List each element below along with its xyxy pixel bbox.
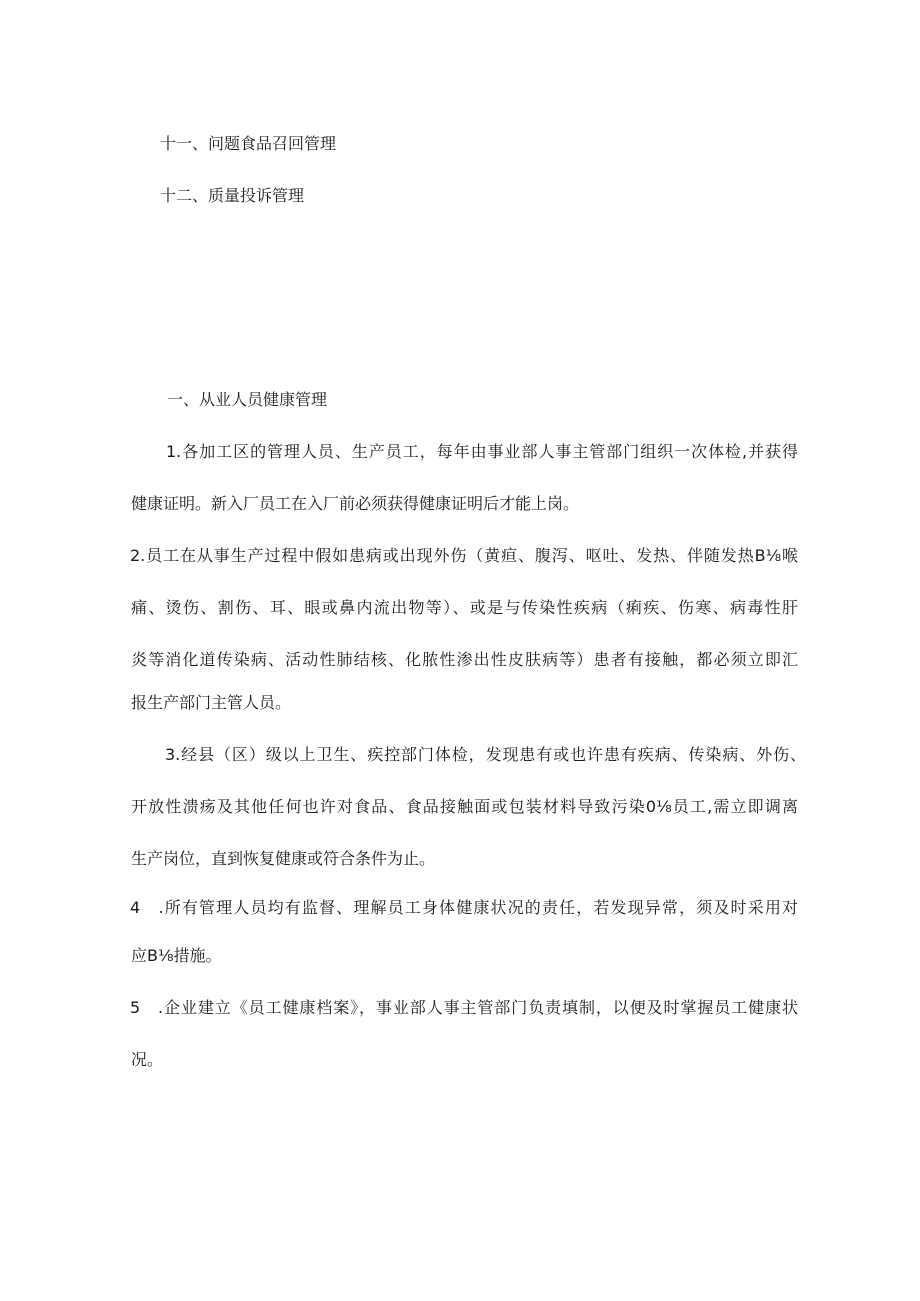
paragraph-3-line-1: 3.经县（区）级以上卫生、疾控部门体检，发现患有或也许患有疾病、传染病、外伤、 — [165, 745, 806, 764]
paragraph-1-line-1: 1.各加工区的管理人员、生产员工，每年由事业部人事主管部门组织一次体检,并获得 — [166, 442, 798, 461]
paragraph-1-line-2: 健康证明。新入厂员工在入厂前必须获得健康证明后才能上岗。 — [131, 494, 580, 513]
toc-item-11: 十一、问题食品召回管理 — [160, 134, 337, 153]
paragraph-3-line-3: 生产岗位，直到恢复健康或符合条件为止。 — [131, 849, 436, 868]
paragraph-2-line-1: 2.员工在从事生产过程中假如患病或出现外伤（黄疸、腹泻、呕吐、发热、伴随发热B⅛喉 — [130, 546, 798, 565]
section-heading: 一、从业人员健康管理 — [167, 390, 328, 409]
paragraph-5-line-2: 况。 — [131, 1050, 164, 1069]
toc-item-12: 十二、质量投诉管理 — [160, 186, 305, 205]
paragraph-2-line-2: 痛、烫伤、割伤、耳、眼或鼻内流出物等）、或是与传染性疾病（痢疾、伤寒、病毒性肝 — [131, 598, 798, 617]
paragraph-2-line-4: 报生产部门主管人员。 — [131, 693, 292, 712]
paragraph-4-line-1: 4 .所有管理人员均有监督、理解员工身体健康状况的责任，若发现异常，须及时采用对 — [130, 898, 798, 917]
paragraph-4-line-2: 应B⅛措施。 — [131, 946, 222, 965]
paragraph-5-line-1: 5 .企业建立《员工健康档案》，事业部人事主管部门负责填制，以便及时掌握员工健康状 — [130, 998, 798, 1017]
paragraph-2-line-3: 炎等消化道传染病、活动性肺结核、化脓性渗出性皮肤病等）患者有接触，都必须立即汇 — [131, 650, 798, 669]
paragraph-3-line-2: 开放性溃疡及其他任何也许对食品、食品接触面或包装材料导致污染0⅛员工,需立即调离 — [131, 797, 798, 816]
